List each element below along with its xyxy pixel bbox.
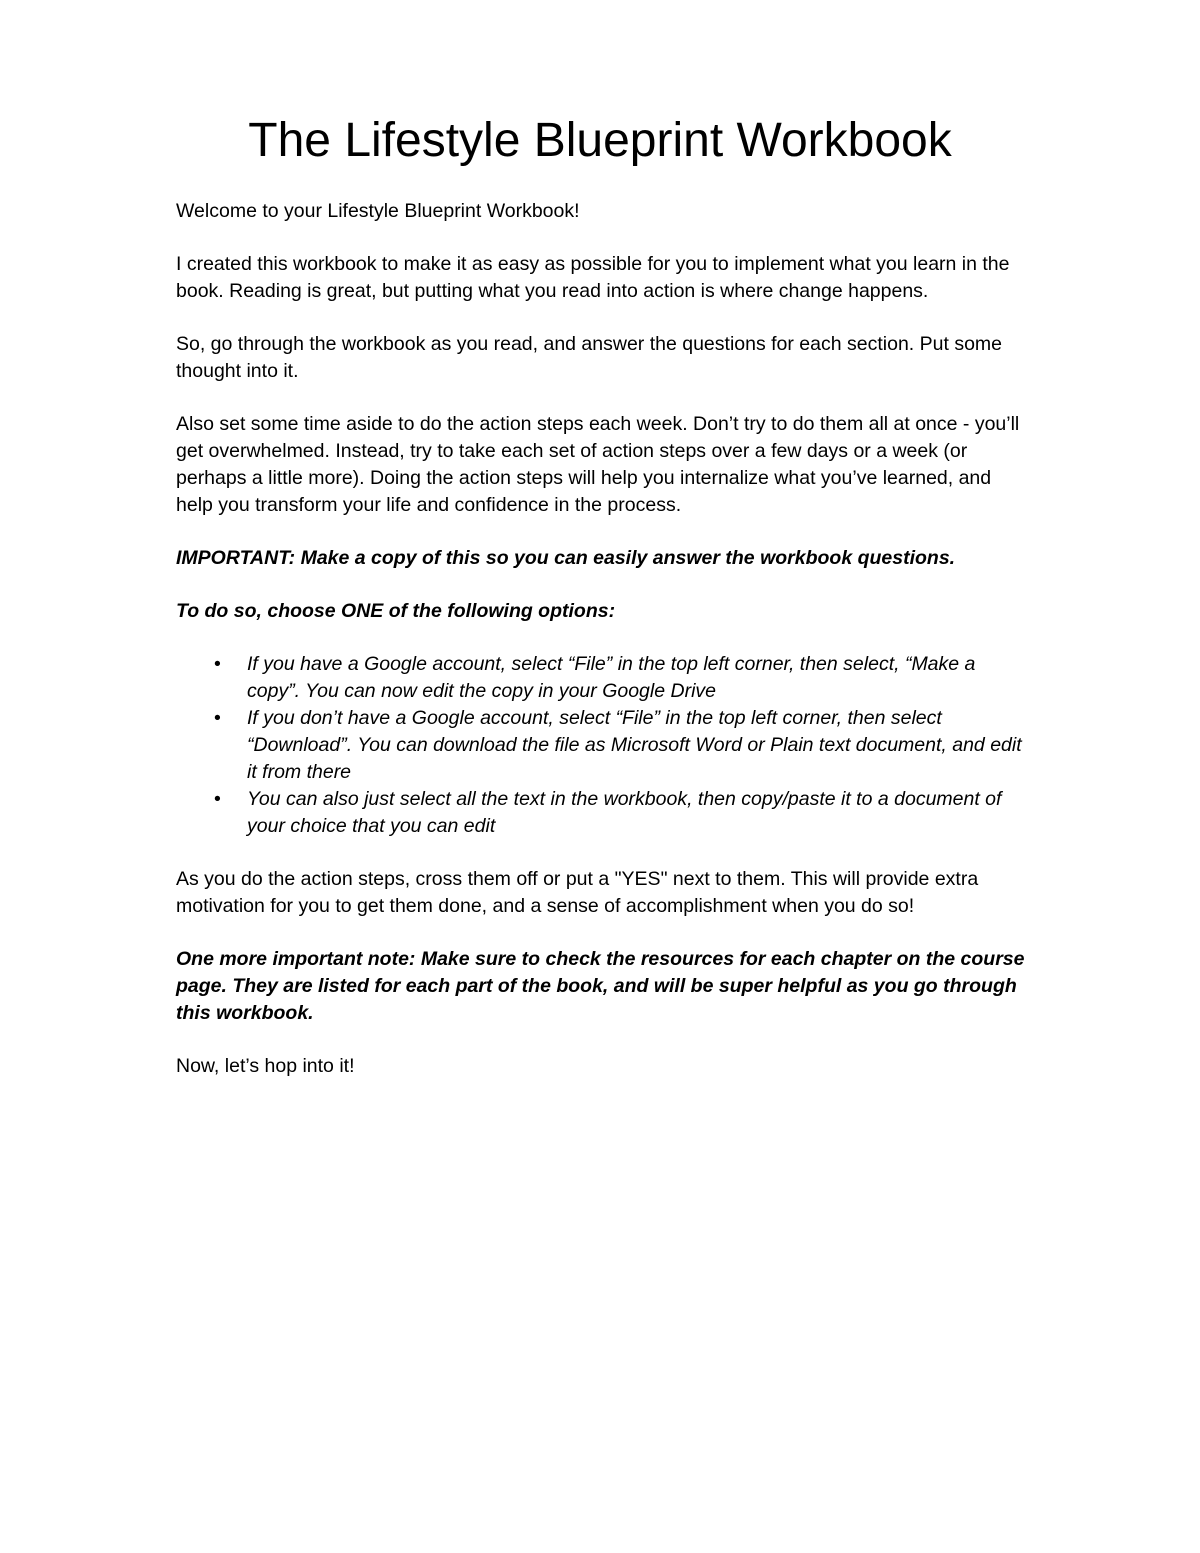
option-text: If you have a Google account, select “File” in the top left corner, then select, “Make a copy”. You can now edit the copy in your Google Drive	[247, 653, 976, 703]
document-title: The Lifestyle Blueprint Workbook	[248, 114, 952, 167]
cross-off-paragraph: As you do the action steps, cross them off or put a "YES" next to them. This will provide extra motivation for you to get them done, and a sense of accomplishment when you do so!	[176, 868, 979, 918]
instructions-paragraph: So, go through the workbook as you read, and answer the questions for each section. Put some thought into it.	[176, 333, 1002, 383]
bullet-icon: •	[214, 653, 221, 676]
intro-paragraph: I created this workbook to make it as easy as possible for you to implement what you learn in the book. Reading is great, but putting what you read into action is where change happens.	[176, 253, 1010, 303]
bullet-icon: •	[214, 707, 221, 730]
document-page	[176, 110, 1026, 1106]
option-text: You can also just select all the text in the workbook, then copy/paste it to a document of your choice that you can edit	[247, 788, 1002, 838]
welcome-paragraph: Welcome to your Lifestyle Blueprint Workbook!	[176, 200, 580, 223]
option-item-copy-paste	[176, 786, 1026, 840]
action-steps-paragraph: Also set some time aside to do the action steps each week. Don’t try to do them all at once - you’ll get overwhelmed. Instead, try to take each set of action steps over a few days or a week (or perhaps a little more). Doing the action steps will help you internalize what you’ve learned, and help you transform your life and confidence in the process.	[176, 413, 1020, 517]
important-note: IMPORTANT: Make a copy of this so you can easily answer the workbook questions.	[176, 547, 956, 570]
options-intro: To do so, choose ONE of the following options:	[176, 600, 616, 623]
option-item-google	[176, 651, 1026, 705]
resources-note: One more important note: Make sure to check the resources for each chapter on the course page. They are listed for each part of the book, and will be super helpful as you go through this workbook.	[176, 948, 1025, 1025]
option-item-download	[176, 705, 1026, 786]
closing-line: Now, let’s hop into it!	[176, 1055, 355, 1078]
options-list	[176, 651, 1026, 840]
bullet-icon: •	[214, 788, 221, 811]
option-text: If you don’t have a Google account, select “File” in the top left corner, then select “Download”. You can download the file as Microsoft Word or Plain text document, and edit it from there	[247, 707, 1022, 784]
